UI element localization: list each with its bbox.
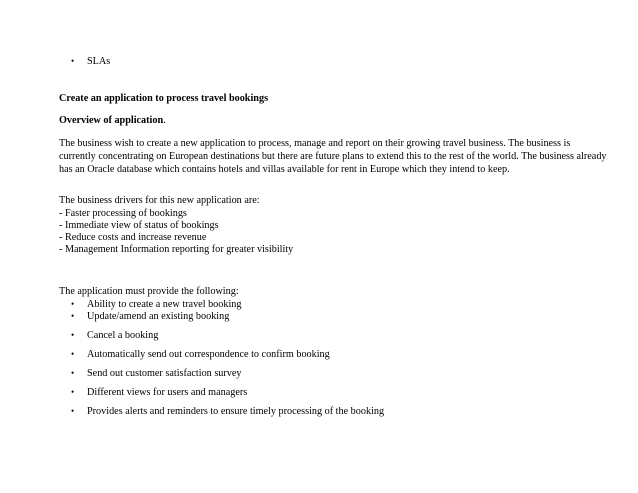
overview-line: currently concentrating on European destinations but there are future plans to extend this to the rest of the world. The business already [59, 151, 607, 162]
requirement-text: Cancel a booking [87, 330, 159, 341]
document-heading: Create an application to process travel bookings [59, 93, 269, 104]
requirement-text: Ability to create a new travel booking [87, 299, 242, 310]
overview-heading-text: Overview of application [59, 115, 164, 126]
driver-item: - Reduce costs and increase revenue [59, 232, 207, 243]
bullet-item-slas [71, 55, 110, 68]
requirement-text: Update/amend an existing booking [87, 311, 230, 322]
bullet-icon: • [71, 368, 75, 378]
bullet-icon: • [71, 299, 75, 309]
driver-item: - Management Information reporting for greater visibility [59, 244, 294, 255]
overview-line: has an Oracle database which contains hotels and villas available for rent in Europe which they intend to keep. [59, 164, 510, 175]
section-heading-overview [59, 114, 166, 127]
requirement-item [71, 386, 247, 399]
requirement-item [71, 348, 330, 361]
requirement-item [71, 310, 229, 323]
requirement-item [71, 405, 384, 418]
requirement-text: Different views for users and managers [87, 387, 248, 398]
bullet-icon: • [71, 311, 75, 321]
overview-line: The business wish to create a new application to process, manage and report on their growing travel business. The business is [59, 138, 571, 149]
requirements-intro: The application must provide the following: [59, 286, 239, 297]
requirement-item [71, 367, 241, 380]
requirement-text: Send out customer satisfaction survey [87, 368, 242, 379]
driver-item: - Immediate view of status of bookings [59, 220, 219, 231]
bullet-text: SLAs [87, 56, 111, 67]
bullet-icon: • [71, 330, 75, 340]
overview-heading-suffix: . [163, 115, 166, 126]
bullet-icon: • [71, 56, 75, 66]
requirement-item [71, 329, 158, 342]
driver-item: - Faster processing of bookings [59, 208, 187, 219]
requirement-text: Provides alerts and reminders to ensure timely processing of the booking [87, 406, 385, 417]
drivers-intro: The business drivers for this new application are: [59, 195, 260, 206]
bullet-icon: • [71, 349, 75, 359]
bullet-icon: • [71, 406, 75, 416]
requirement-text: Automatically send out correspondence to confirm booking [87, 349, 330, 360]
bullet-icon: • [71, 387, 75, 397]
